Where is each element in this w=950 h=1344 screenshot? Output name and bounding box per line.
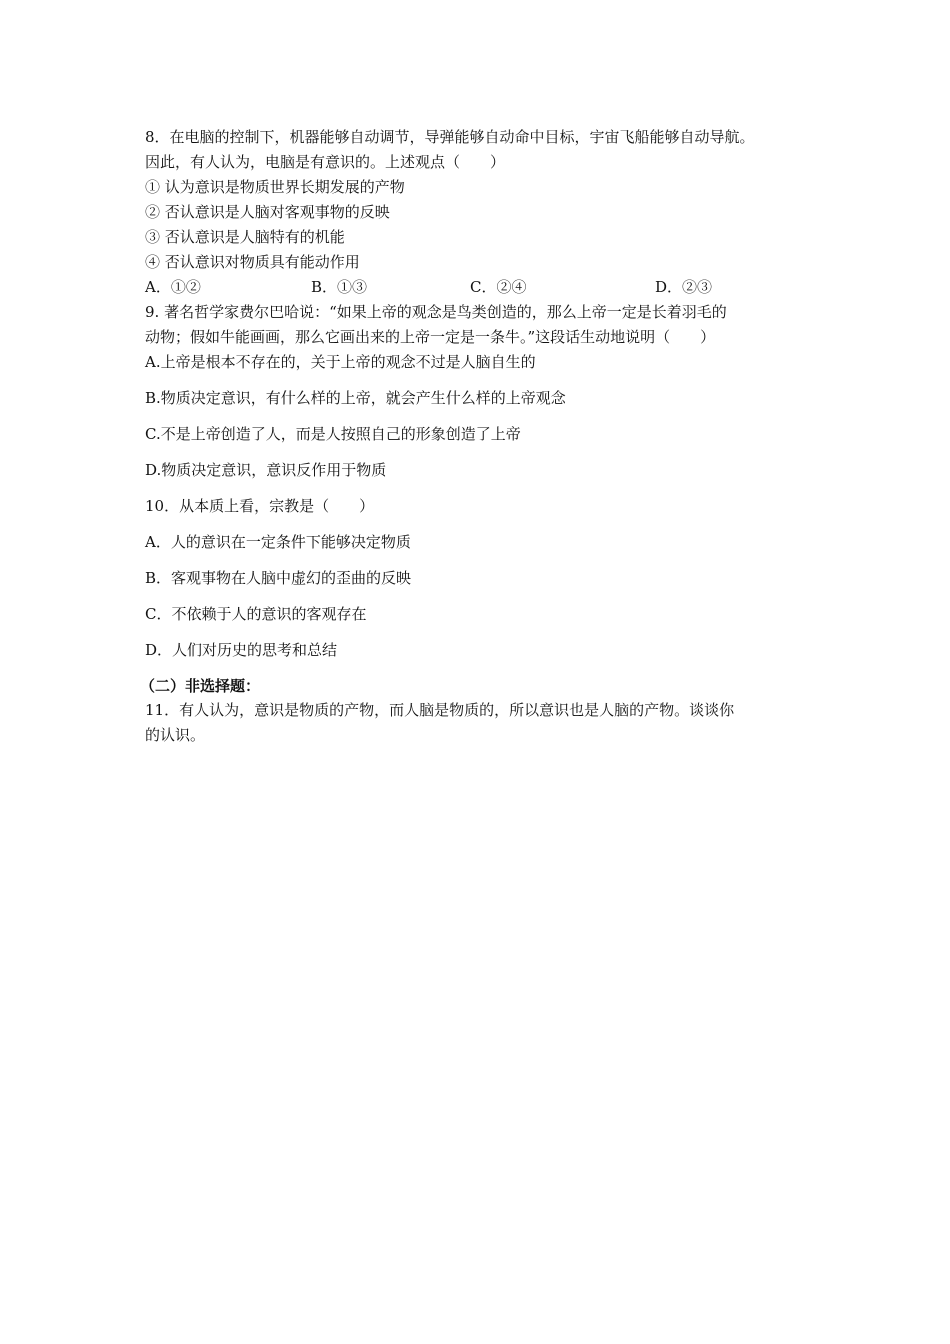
q10-option-d: D．人们对历史的思考和总结: [145, 641, 338, 659]
q11-stem-line2: 的认识。: [145, 726, 206, 744]
q9-option-d: D.物质决定意识，意识反作用于物质: [145, 461, 387, 479]
q8-item-2: ② 否认意识是人脑对客观事物的反映: [145, 203, 390, 221]
q8-stem-line1: 8．在电脑的控制下，机器能够自动调节，导弹能够自动命中目标，宇宙飞船能够自动导航。: [145, 128, 755, 146]
q10-option-a: A．人的意识在一定条件下能够决定物质: [145, 533, 411, 551]
q10-option-c: C．不依赖于人的意识的客观存在: [145, 605, 367, 623]
section-title-non-choice: （二）非选择题：: [140, 677, 261, 695]
q8-item-4: ④ 否认意识对物质具有能动作用: [145, 253, 360, 271]
q10-option-b: B．客观事物在人脑中虚幻的歪曲的反映: [145, 569, 412, 587]
q8-option-c: C．②④: [470, 278, 527, 296]
q9-option-a: A.上帝是根本不存在的，关于上帝的观念不过是人脑自生的: [145, 353, 536, 371]
q11-stem-line1: 11．有人认为，意识是物质的产物，而人脑是物质的，所以意识也是人脑的产物。谈谈你: [145, 701, 735, 719]
q9-option-b: B.物质决定意识，有什么样的上帝，就会产生什么样的上帝观念: [145, 389, 566, 407]
q8-option-d: D．②③: [655, 278, 713, 296]
q8-item-3: ③ 否认意识是人脑特有的机能: [145, 228, 345, 246]
q8-item-1: ① 认为意识是物质世界长期发展的产物: [145, 178, 405, 196]
q10-stem: 10．从本质上看，宗教是（ ）: [145, 497, 375, 515]
q9-stem-line2: 动物；假如牛能画画，那么它画出来的上帝一定是一条牛。”这段话生动地说明（ ）: [145, 328, 716, 346]
q9-option-c: C.不是上帝创造了人，而是人按照自己的形象创造了上帝: [145, 425, 521, 443]
q8-option-a: A．①②: [145, 278, 201, 296]
q8-option-b: B．①③: [311, 278, 368, 296]
q8-stem-line2: 因此，有人认为，电脑是有意识的。上述观点（ ）: [145, 153, 506, 171]
q9-stem-line1: 9. 著名哲学家费尔巴哈说：“如果上帝的观念是鸟类创造的，那么上帝一定是长着羽毛的: [145, 303, 727, 321]
